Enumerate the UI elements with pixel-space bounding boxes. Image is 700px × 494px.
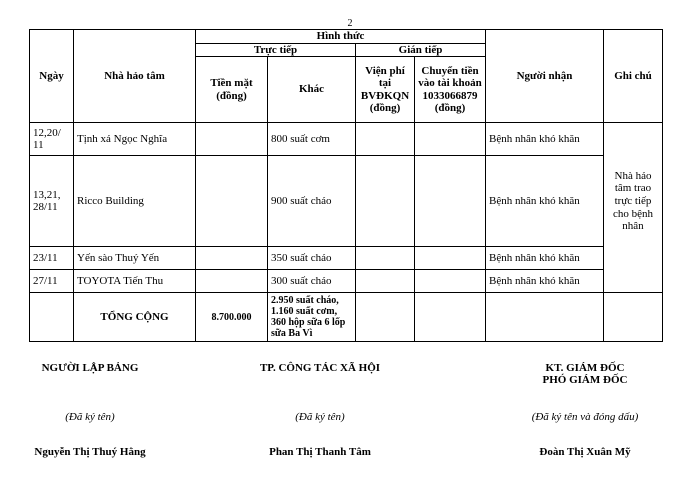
row-other: 350 suất cháo — [268, 247, 356, 270]
signature-name: Phan Thị Thanh Tâm — [269, 446, 371, 458]
header-donor: Nhà hảo tâm — [74, 30, 196, 123]
signature-status: (Đã ký tên và đóng dấu) — [531, 411, 639, 423]
row-donor: TOYOTA Tiến Thu — [74, 270, 196, 293]
header-cash: Tiền mặt (đồng) — [196, 57, 268, 123]
signature-block-social-work — [230, 362, 410, 374]
row-fee — [356, 123, 415, 156]
row-fee — [356, 247, 415, 270]
header-other: Khác — [268, 57, 356, 123]
table-row — [30, 247, 663, 270]
row-other: 800 suất cơm — [268, 123, 356, 156]
row-transfer — [415, 247, 486, 270]
total-date — [30, 293, 74, 342]
header-form: Hình thức — [196, 30, 486, 44]
row-cash — [196, 156, 268, 247]
signature-block-director — [490, 362, 680, 386]
total-cash: 8.700.000 — [196, 293, 268, 342]
total-recipient — [486, 293, 604, 342]
total-note — [604, 293, 663, 342]
row-transfer — [415, 270, 486, 293]
row-other: 300 suất cháo — [268, 270, 356, 293]
row-recipient: Bệnh nhân khó khăn — [486, 156, 604, 247]
row-recipient: Bệnh nhân khó khăn — [486, 247, 604, 270]
row-donor: Tịnh xá Ngọc Nghĩa — [74, 123, 196, 156]
row-fee — [356, 270, 415, 293]
total-other: 2.950 suất cháo, 1.160 suất cơm, 360 hộp sữa 6 lốp sữa Ba Vì — [268, 293, 356, 342]
row-date: 13,21, 28/11 — [30, 156, 74, 247]
total-fee — [356, 293, 415, 342]
total-transfer — [415, 293, 486, 342]
note-cell-blank — [604, 247, 663, 270]
signature-name: Nguyễn Thị Thuý Hằng — [34, 446, 146, 458]
header-direct: Trực tiếp — [196, 43, 356, 57]
page-number: 2 — [347, 18, 353, 29]
header-fee: Viện phí tại BVĐKQN (đồng) — [356, 57, 415, 123]
header-note: Ghi chú — [604, 30, 663, 123]
row-fee — [356, 156, 415, 247]
row-date: 12,20/ 11 — [30, 123, 74, 156]
header-indirect: Gián tiếp — [356, 43, 486, 57]
table-row — [30, 156, 663, 247]
row-cash — [196, 270, 268, 293]
signature-status: (Đã ký tên) — [295, 411, 345, 423]
signature-title: TP. CÔNG TÁC XÃ HỘI — [259, 362, 381, 374]
row-donor: Yến sào Thuý Yến — [74, 247, 196, 270]
signature-status: (Đã ký tên) — [65, 411, 115, 423]
table-row — [30, 123, 663, 156]
signature-name: Đoàn Thị Xuân Mỹ — [539, 446, 631, 458]
row-cash — [196, 123, 268, 156]
row-date: 27/11 — [30, 270, 74, 293]
note-cell: Nhà hảo tâm trao trực tiếp cho bệnh nhân — [604, 156, 663, 247]
donation-table — [29, 29, 663, 342]
row-transfer — [415, 156, 486, 247]
signature-title: NGƯỜI LẬP BẢNG — [41, 362, 139, 374]
row-recipient: Bệnh nhân khó khăn — [486, 123, 604, 156]
total-row — [30, 293, 663, 342]
row-recipient: Bệnh nhân khó khăn — [486, 270, 604, 293]
row-date: 23/11 — [30, 247, 74, 270]
row-other: 900 suất cháo — [268, 156, 356, 247]
table-row — [30, 270, 663, 293]
note-cell-top — [604, 123, 663, 156]
row-cash — [196, 247, 268, 270]
header-recipient: Người nhận — [486, 30, 604, 123]
total-label: TỔNG CỘNG — [74, 293, 196, 342]
header-date: Ngày — [30, 30, 74, 123]
signature-subtitle: PHÓ GIÁM ĐỐC — [542, 374, 628, 386]
row-donor: Ricco Building — [74, 156, 196, 247]
row-transfer — [415, 123, 486, 156]
header-transfer: Chuyển tiền vào tài khoản 1033066879 (đồng) — [415, 57, 486, 123]
signature-title: KT. GIÁM ĐỐC — [545, 362, 625, 374]
signature-block-preparer — [15, 362, 165, 374]
note-cell-blank — [604, 270, 663, 293]
